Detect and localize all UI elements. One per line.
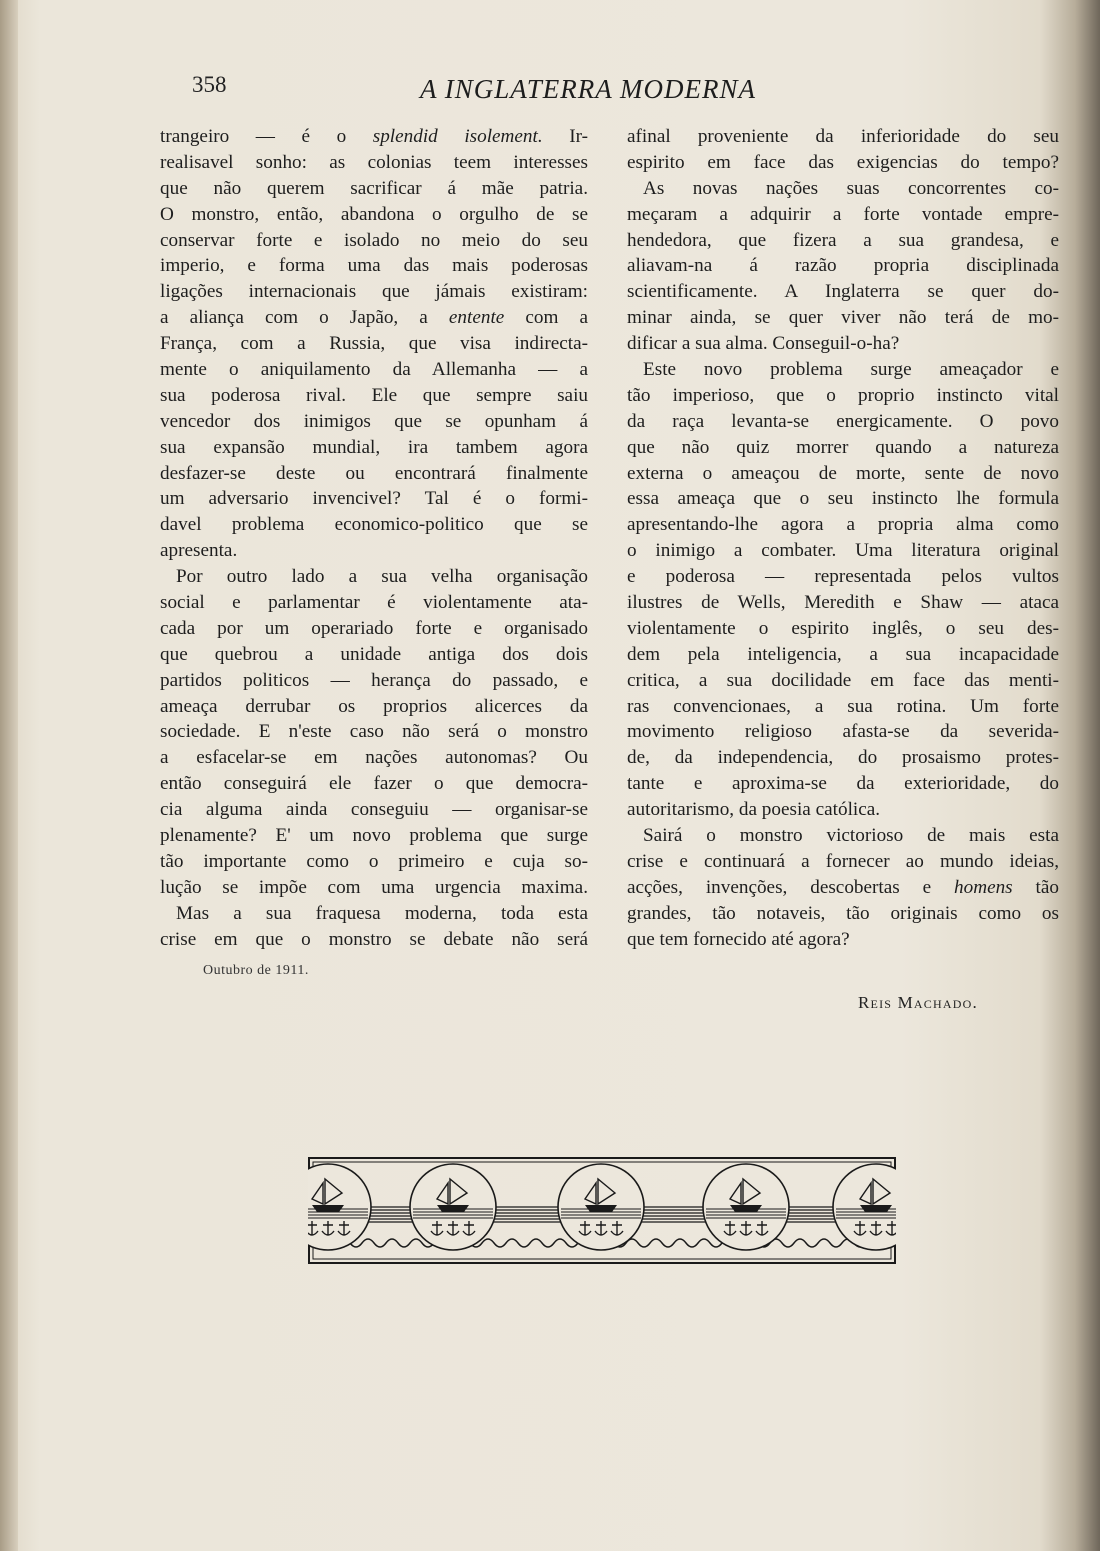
text-line: lução se impõe com uma urgencia maxima. <box>160 876 588 898</box>
text-line: Por outro lado a sua velha organisação <box>176 566 588 588</box>
text-line: ras convencionaes, a sua rotina. Um forte <box>627 695 1059 717</box>
text-line: de, da independencia, do prosaismo protes- <box>627 747 1059 769</box>
text-line: conservar forte e isolado no meio do seu <box>160 229 588 251</box>
text-line: afinal proveniente da inferioridade do seu <box>627 126 1059 147</box>
text-line: ameaça derrubar os proprios alicerces da <box>160 695 588 717</box>
text-line: e poderosa — representada pelos vultos <box>627 566 1059 588</box>
text-line: tante e aproxima-se da exterioridade, do <box>627 773 1059 795</box>
text-line: davel problema economico-politico que se <box>160 514 588 536</box>
text-line: aliavam-na á razão propria disciplinada <box>627 255 1059 277</box>
author-signature: Reis Machado. <box>858 993 978 1012</box>
text-line: tão imperioso, que o proprio instincto vital <box>627 384 1059 406</box>
text-line: sociedade. E n'este caso não será o monstro <box>160 721 588 743</box>
text-line: As novas nações suas concorrentes co- <box>643 177 1059 199</box>
text-line: da raça levanta-se energicamente. O povo <box>627 410 1059 432</box>
text-line: o inimigo a combater. Uma literatura original <box>627 540 1059 562</box>
text-line: que quebrou a unidade antiga dos dois <box>160 643 588 665</box>
text-line: então conseguirá ele fazer o que democra- <box>160 773 588 795</box>
text-line: apresenta. <box>160 540 238 562</box>
text-line: ligações internacionais que jámais existiram: <box>160 281 588 303</box>
text-line: essa ameaça que o seu instincto lhe formula <box>627 488 1059 510</box>
text-line: Mas a sua fraquesa moderna, toda esta <box>176 902 588 924</box>
text-line: acções, invenções, descobertas e homens tão <box>627 876 1059 898</box>
text-line: crise e continuará a fornecer ao mundo ideias, <box>627 850 1059 872</box>
text-line: crise em que o monstro se debate não será <box>160 928 588 950</box>
text-line: autoritarismo, da poesia católica. <box>627 799 881 821</box>
page-number: 358 <box>192 72 227 97</box>
text-line: vencedor dos inimigos que se opunham á <box>160 410 588 432</box>
text-line: social e parlamentar é violentamente ata- <box>160 592 588 614</box>
text-line: grandes, tão notaveis, tão originais como os <box>627 902 1059 924</box>
text-line: que não querem sacrificar á mãe patria. <box>160 177 588 199</box>
right-text-column <box>627 124 1059 953</box>
text-line: hendedora, que fizera a sua grandesa, e <box>627 229 1059 251</box>
text-line: realisavel sonho: as colonias teem interesses <box>160 151 588 173</box>
text-line: scientificamente. A Inglaterra se quer do- <box>627 281 1059 303</box>
text-line: a aliança com o Japão, a entente com a <box>160 307 588 329</box>
text-line: Este novo problema surge ameaçador e <box>643 359 1059 381</box>
text-line: plenamente? E' um novo problema que surge <box>160 825 588 847</box>
ship-anchor-ornament-icon <box>308 1157 896 1264</box>
text-line: minar ainda, se quer viver não terá de mo- <box>627 307 1059 329</box>
text-line: externa o ameaçou de morte, sente de novo <box>627 462 1059 484</box>
text-line: dem pela inteligencia, a sua incapacidade <box>627 643 1059 665</box>
text-line: O monstro, então, abandona o orgulho de se <box>160 203 588 225</box>
text-line: meçaram a adquirir a forte vontade empre- <box>627 203 1059 225</box>
text-line: um adversario invencivel? Tal é o formi- <box>160 488 588 510</box>
text-line: critica, a sua docilidade em face das menti- <box>627 669 1059 691</box>
text-line: trangeiro — é o splendid isolement. Ir- <box>160 126 588 147</box>
text-line: que não quiz morrer quando a natureza <box>627 436 1059 458</box>
text-line: movimento religioso afasta-se da severida- <box>627 721 1059 743</box>
text-line: cada por um operariado forte e organisado <box>160 617 588 639</box>
text-line: Sairá o monstro victorioso de mais esta <box>643 825 1059 847</box>
text-line: partidos politicos — herança do passado, e <box>160 669 588 691</box>
text-line: violentamente o espirito inglês, o seu des- <box>627 617 1059 639</box>
text-line: dificar a sua alma. Conseguil-o-ha? <box>627 333 900 355</box>
text-line: que tem fornecido até agora? <box>627 928 850 950</box>
running-title: A INGLATERRA MODERNA <box>420 74 756 104</box>
text-line: mente o aniquilamento da Allemanha — a <box>160 359 588 381</box>
text-line: sua expansão mundial, ira tambem agora <box>160 436 588 458</box>
left-text-column <box>160 124 588 953</box>
text-line: imperio, e forma uma das mais poderosas <box>160 255 588 277</box>
text-line: apresentando-lhe agora a propria alma como <box>627 514 1059 536</box>
text-line: ilustres de Wells, Meredith e Shaw — ataca <box>627 592 1059 614</box>
text-line: desfazer-se deste ou encontrará finalmente <box>160 462 588 484</box>
text-line: cia alguma ainda conseguiu — organisar-se <box>160 799 588 821</box>
text-line: França, com a Russia, que visa indirecta- <box>160 333 588 355</box>
text-line: sua poderosa rival. Ele que sempre saiu <box>160 384 588 406</box>
text-line: espirito em face das exigencias do tempo? <box>627 151 1059 173</box>
text-line: tão importante como o primeiro e cuja so- <box>160 850 588 872</box>
page-gutter <box>0 0 18 1551</box>
text-line: a esfacelar-se em nações autonomas? Ou <box>160 747 588 769</box>
date-line: Outubro de 1911. <box>203 963 309 978</box>
